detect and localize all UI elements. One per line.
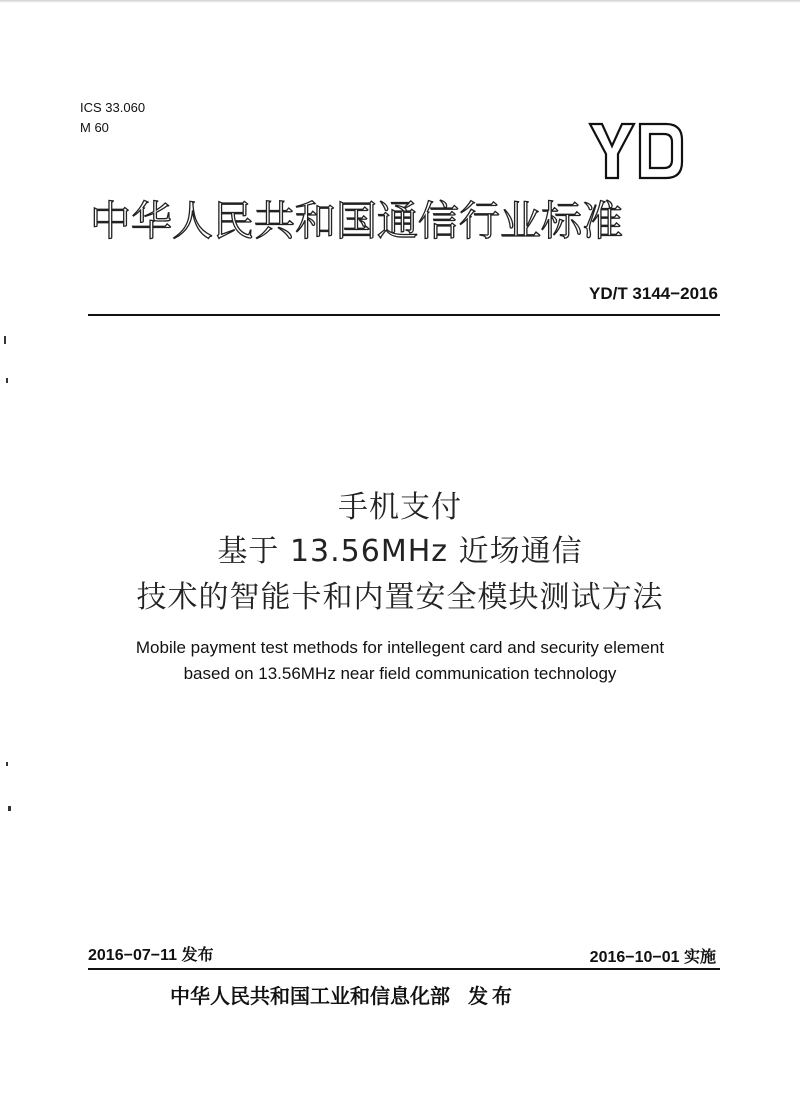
title-en-line2: based on 13.56MHz near field communication technology bbox=[183, 664, 617, 683]
ics-code: ICS 33.060 bbox=[80, 100, 146, 115]
standard-number: YD/T 3144−2016 bbox=[588, 284, 718, 303]
scan-artifact bbox=[8, 806, 11, 811]
scan-top-edge bbox=[0, 0, 800, 3]
issuer-suffix: 发布 bbox=[468, 984, 516, 1008]
title-cn-line2: 基于 13.56MHz 近场通信 bbox=[217, 534, 583, 569]
header-divider bbox=[88, 314, 720, 316]
title-cn-line3: 技术的智能卡和内置安全模块测试方法 bbox=[136, 580, 664, 615]
organization-title: 中华人民共和国通信行业标准 bbox=[90, 197, 623, 245]
title-cn-line1: 手机支付 bbox=[338, 490, 462, 525]
category-code: M 60 bbox=[80, 120, 109, 135]
classification-codes bbox=[80, 98, 145, 138]
footer-divider bbox=[88, 968, 720, 970]
title-en-line1: Mobile payment test methods for intellegent card and security element bbox=[135, 638, 665, 657]
scan-artifact bbox=[4, 336, 6, 344]
yd-logo bbox=[588, 122, 684, 180]
release-date: 2016−07−11 发布 bbox=[88, 947, 214, 964]
issuer-name: 中华人民共和国工业和信息化部 bbox=[170, 984, 450, 1008]
scan-artifact bbox=[6, 762, 8, 766]
scan-artifact bbox=[6, 378, 8, 383]
effective-date: 2016−10−01 实施 bbox=[589, 949, 716, 966]
issuer-line bbox=[170, 980, 516, 1009]
